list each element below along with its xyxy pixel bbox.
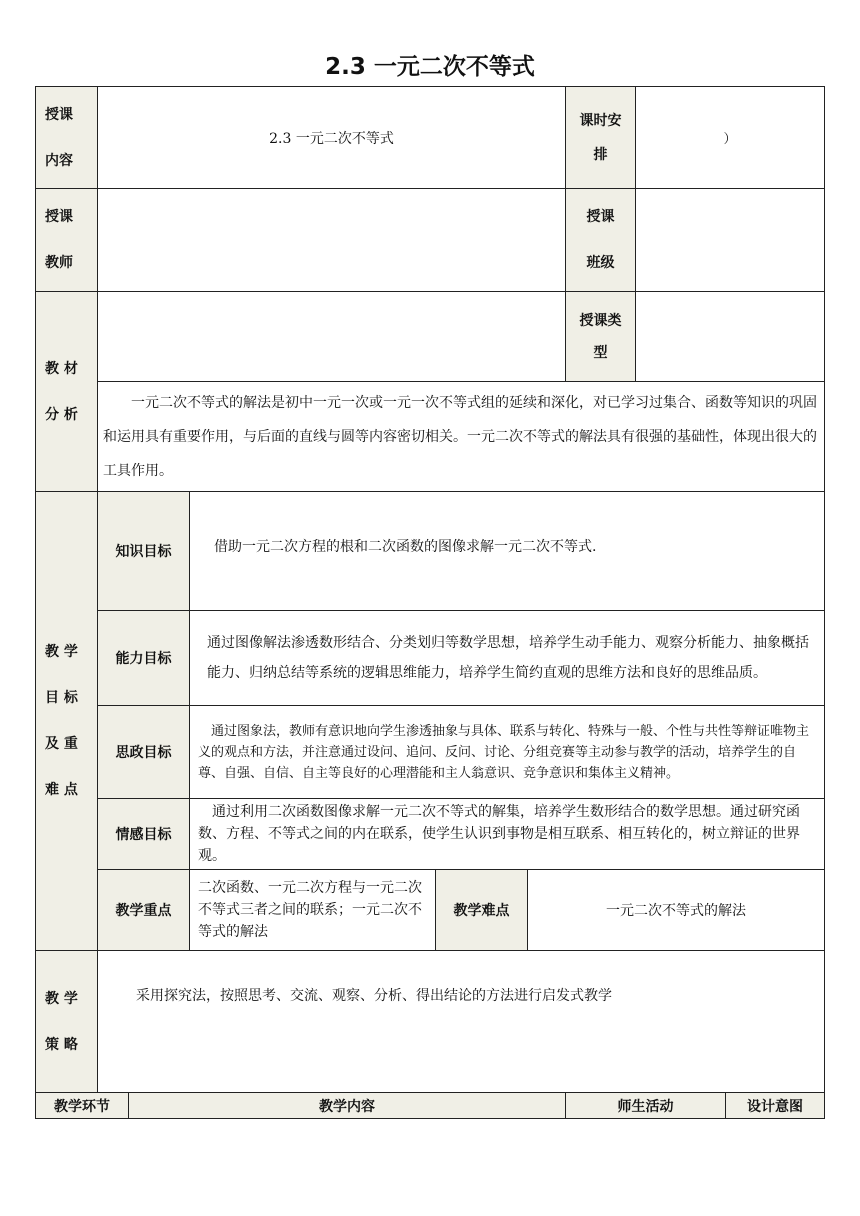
content-header-cell bbox=[128, 1092, 566, 1119]
hours-label-line1: 课时安 bbox=[579, 112, 622, 129]
difficulty-label-cell bbox=[435, 869, 528, 951]
intent-header-cell bbox=[725, 1092, 825, 1119]
content-label-line1: 授课 bbox=[45, 106, 73, 123]
goals-label-line2: 目 标 bbox=[45, 690, 78, 706]
emotion-text: 通过利用二次函数图像求解一元二次不等式的解集，培养学生数形结合的数学思想。通过研究函数、方程、不等式之间的内在联系，使学生认识到事物是相互联系、相互转化的，树立辩证的世界观。 bbox=[198, 804, 800, 864]
key-text: 二次函数、一元二次方程与一元二次不等式三者之间的联系；一元二次不等式的解法 bbox=[198, 880, 422, 940]
knowledge-text: 借助一元二次方程的根和二次函数的图像求解一元二次不等式. bbox=[214, 539, 597, 555]
content-value-cell bbox=[97, 86, 566, 189]
key-text-cell bbox=[189, 869, 436, 951]
type-label-cell bbox=[565, 291, 636, 382]
ability-label-cell bbox=[97, 610, 190, 706]
difficulty-label: 教学难点 bbox=[453, 903, 510, 919]
goals-label-line1: 教 学 bbox=[45, 644, 78, 660]
emotion-label: 情感目标 bbox=[115, 827, 172, 843]
key-label-cell bbox=[97, 869, 190, 951]
strategy-text-cell bbox=[97, 950, 825, 1093]
difficulty-text-cell bbox=[527, 869, 825, 951]
goals-label-line4: 难 点 bbox=[45, 782, 78, 798]
hours-label-line2: 排 bbox=[593, 146, 608, 163]
activity-header: 师生活动 bbox=[617, 1098, 674, 1115]
strategy-label-cell bbox=[35, 950, 98, 1093]
ability-text-cell bbox=[189, 610, 825, 706]
moral-label: 思政目标 bbox=[115, 745, 172, 761]
material-label-cell bbox=[35, 291, 98, 492]
moral-text: 通过图象法，教师有意识地向学生渗透抽象与具体、联系与转化、特殊与一般、个性与共性等辩证唯物主义的观点和方法，并注意通过设问、追问、反问、讨论、分组竞赛等主动参与教学的活动，培养学生的自尊、自强、自信、自主等良好的心理潜能和主人翁意识、竞争意识和集体主义精神。 bbox=[198, 723, 810, 781]
type-label-line1: 授课类 bbox=[579, 312, 622, 329]
material-label-line1: 教 材 bbox=[45, 360, 78, 377]
teacher-label-line1: 授课 bbox=[45, 209, 73, 225]
knowledge-label-cell bbox=[97, 491, 190, 611]
key-label: 教学重点 bbox=[115, 903, 172, 919]
moral-label-cell bbox=[97, 705, 190, 799]
class-label-line2: 班级 bbox=[586, 255, 615, 271]
content-header: 教学内容 bbox=[319, 1098, 375, 1115]
knowledge-label: 知识目标 bbox=[115, 544, 172, 560]
emotion-label-cell bbox=[97, 798, 190, 870]
type-label-line2: 型 bbox=[593, 344, 608, 361]
type-value-cell bbox=[635, 291, 825, 382]
strategy-label-line2: 策 略 bbox=[45, 1036, 78, 1053]
class-label-cell bbox=[565, 188, 636, 292]
emotion-text-cell bbox=[189, 798, 825, 870]
type-blank-cell bbox=[97, 291, 566, 382]
teacher-label-cell bbox=[35, 188, 98, 292]
strategy-label-line1: 教 学 bbox=[45, 990, 78, 1007]
activity-header-cell bbox=[565, 1092, 726, 1119]
stage-header: 教学环节 bbox=[54, 1098, 110, 1115]
teacher-value-cell bbox=[97, 188, 566, 292]
knowledge-text-cell bbox=[189, 491, 825, 611]
strategy-text: 采用探究法，按照思考、交流、观察、分析、得出结论的方法进行启发式教学 bbox=[136, 988, 612, 1004]
material-label-line2: 分 析 bbox=[45, 406, 78, 423]
intent-header: 设计意图 bbox=[747, 1098, 803, 1115]
hours-label-cell bbox=[565, 86, 636, 189]
class-value-cell bbox=[635, 188, 825, 292]
page-title: 2.3 一元二次不等式 bbox=[325, 54, 535, 80]
difficulty-text: 一元二次不等式的解法 bbox=[606, 903, 746, 919]
content-label-cell bbox=[35, 86, 98, 189]
moral-text-cell bbox=[189, 705, 825, 799]
goals-label-line3: 及 重 bbox=[45, 736, 78, 752]
ability-text: 通过图像解法渗透数形结合、分类划归等数学思想，培养学生动手能力、观察分析能力、抽象概括能力、归纳总结等系统的逻辑思维能力，培养学生简约直观的思维方法和良好的思维品质。 bbox=[207, 635, 809, 681]
hours-value-cell bbox=[635, 86, 825, 189]
ability-label: 能力目标 bbox=[115, 651, 172, 667]
stage-header-cell bbox=[35, 1092, 129, 1119]
goals-label-cell bbox=[35, 491, 98, 951]
material-text: 一元二次不等式的解法是初中一元一次或一元一次不等式组的延续和深化，对已学习过集合、函数等知识的巩固和运用具有重要作用，与后面的直线与圆等内容密切相关。一元二次不等式的解法具有很强的基础性，体现出很大的工具作用。 bbox=[103, 394, 817, 479]
hours-value: ） bbox=[723, 132, 737, 147]
content-value: 2.3 一元二次不等式 bbox=[269, 130, 394, 147]
teacher-label-line2: 教师 bbox=[45, 255, 73, 271]
content-label-line2: 内容 bbox=[45, 152, 73, 169]
material-text-cell bbox=[97, 381, 825, 492]
class-label-line1: 授课 bbox=[586, 209, 615, 225]
